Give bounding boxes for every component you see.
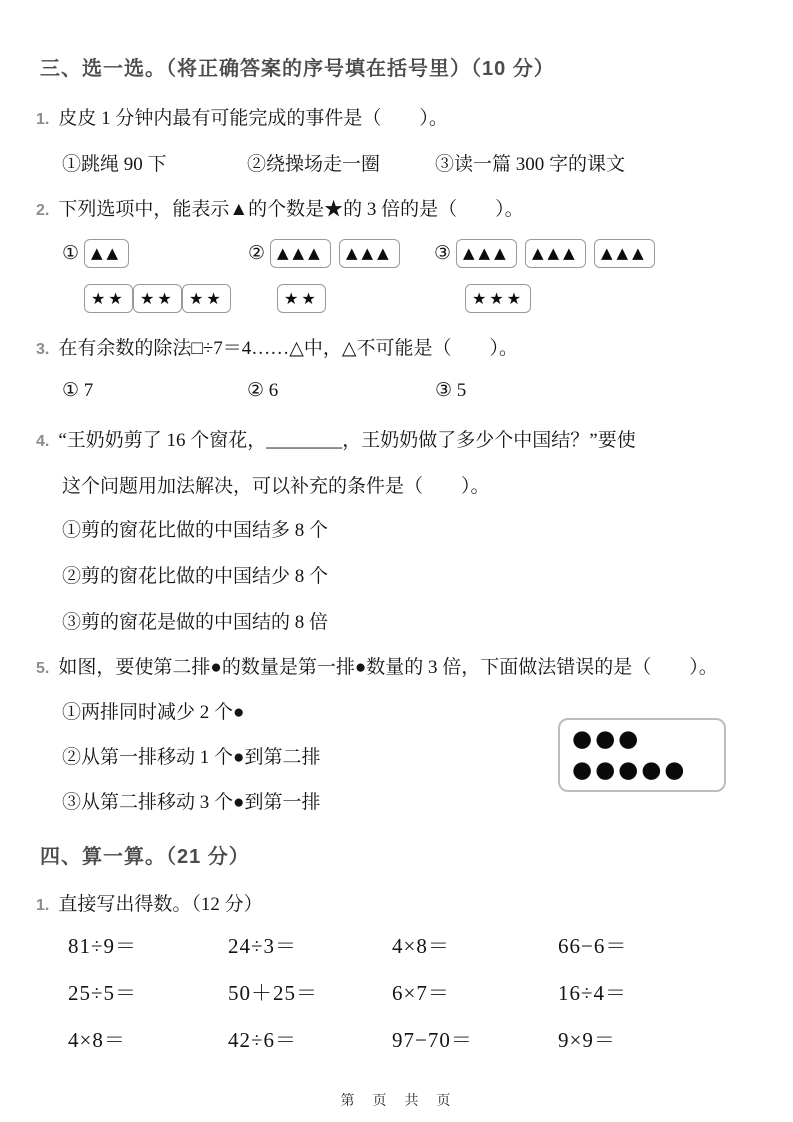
calc-cell-r2c3: 6×7＝ xyxy=(392,981,450,1005)
q5-option-2: ②从第一排移动 1 个●到第二排 xyxy=(62,747,321,768)
q3-option-3: ③ 5 xyxy=(435,380,467,401)
q4-option-1: ①剪的窗花比做的中国结多 8 个 xyxy=(62,520,329,541)
q2-option-1-label: ① xyxy=(62,243,80,264)
q3-number: 3. xyxy=(36,341,50,358)
q1-option-2: ②绕操场走一圈 xyxy=(247,154,381,175)
calc-cell-r2c2: 50＋25＝ xyxy=(228,981,318,1005)
q2-option-2-label: ② xyxy=(248,243,266,264)
q4-option-3: ③剪的窗花是做的中国结的 8 倍 xyxy=(62,612,329,633)
q2-option-3-star-box-1: ★★★ xyxy=(465,284,531,313)
question-3 xyxy=(36,333,518,360)
q4-option-2: ②剪的窗花比做的中国结少 8 个 xyxy=(62,566,329,587)
q3-option-2: ② 6 xyxy=(247,380,279,401)
q2-option-2-triangle-box-2: ▲▲▲ xyxy=(339,239,400,268)
page-footer: 第 页 共 页 xyxy=(340,1092,453,1108)
q2-option-2-star-box-1: ★★ xyxy=(277,284,326,313)
calc-cell-r2c4: 16÷4＝ xyxy=(558,981,628,1005)
calc-row-1 xyxy=(0,930,793,960)
q2-option-3-triangle-box-2: ▲▲▲ xyxy=(525,239,586,268)
q1-text: 皮皮 1 分钟内最有可能完成的事件是（ ）。 xyxy=(58,108,448,129)
s4-q1-text: 直接写出得数。（12 分） xyxy=(58,894,263,915)
section-4-title: 四、算一算。（21 分） xyxy=(40,846,250,868)
q4-line-1: “王奶奶剪了 16 个窗花，________，王奶奶做了多少个中国结？”要使 xyxy=(58,430,636,451)
calc-cell-r3c4: 9×9＝ xyxy=(558,1028,616,1052)
question-2 xyxy=(36,194,524,221)
question-4 xyxy=(36,425,636,452)
q1-option-1: ①跳绳 90 下 xyxy=(62,154,167,175)
q5-number: 5. xyxy=(36,660,50,677)
q4-number: 4. xyxy=(36,433,50,450)
q5-option-1: ①两排同时减少 2 个● xyxy=(62,702,245,723)
q1-options-row xyxy=(0,149,793,179)
q3-options-row xyxy=(0,379,793,409)
q3-option-1: ① 7 xyxy=(62,380,94,401)
q2-option-3-triangle-box-1: ▲▲▲ xyxy=(456,239,517,268)
q2-star-row xyxy=(0,284,793,316)
q2-option-1-triangle-box-1: ▲▲ xyxy=(84,239,129,268)
calc-cell-r3c3: 97−70＝ xyxy=(392,1028,473,1052)
calc-cell-r1c2: 24÷3＝ xyxy=(228,934,298,958)
section-3-title: 三、选一选。（将正确答案的序号填在括号里）（10 分） xyxy=(40,58,555,80)
calc-cell-r1c3: 4×8＝ xyxy=(392,934,450,958)
calc-cell-r2c1: 25÷5＝ xyxy=(68,981,138,1005)
s4-q1-number: 1. xyxy=(36,897,50,914)
calc-cell-r1c1: 81÷9＝ xyxy=(68,934,138,958)
q5-dots-row-1: ●●● xyxy=(572,726,642,752)
question-1 xyxy=(36,103,448,130)
q5-dots-row-2: ●●●●● xyxy=(572,757,688,783)
calc-row-2 xyxy=(0,977,793,1007)
q1-number: 1. xyxy=(36,111,50,128)
question-5 xyxy=(36,652,718,679)
section-4-question-1 xyxy=(36,889,263,916)
q2-option-1-star-box-1: ★★ xyxy=(84,284,133,313)
q3-text: 在有余数的除法□÷7＝4……△中，△不可能是（ ）。 xyxy=(58,338,518,359)
calc-cell-r3c1: 4×8＝ xyxy=(68,1028,126,1052)
q2-option-1-star-box-3: ★★ xyxy=(182,284,231,313)
q2-number: 2. xyxy=(36,202,50,219)
q2-triangle-row xyxy=(0,239,793,271)
q2-option-2-triangle-box-1: ▲▲▲ xyxy=(270,239,331,268)
q2-option-3-label: ③ xyxy=(434,243,452,264)
q5-text: 如图，要使第二排●的数量是第一排●数量的 3 倍，下面做法错误的是（ ）。 xyxy=(58,657,718,678)
calc-cell-r3c2: 42÷6＝ xyxy=(228,1028,298,1052)
q4-line-2: 这个问题用加法解决，可以补充的条件是（ ）。 xyxy=(62,476,490,497)
q1-option-3: ③读一篇 300 字的课文 xyxy=(435,154,626,175)
calc-row-3 xyxy=(0,1024,793,1054)
q2-option-1-star-box-2: ★★ xyxy=(133,284,182,313)
q5-dots-figure xyxy=(558,718,726,792)
q2-text: 下列选项中，能表示▲的个数是★的 3 倍的是（ ）。 xyxy=(58,199,524,220)
calc-cell-r1c4: 66−6＝ xyxy=(558,934,628,958)
q2-option-3-triangle-box-3: ▲▲▲ xyxy=(594,239,655,268)
q5-option-3: ③从第二排移动 3 个●到第一排 xyxy=(62,792,321,813)
